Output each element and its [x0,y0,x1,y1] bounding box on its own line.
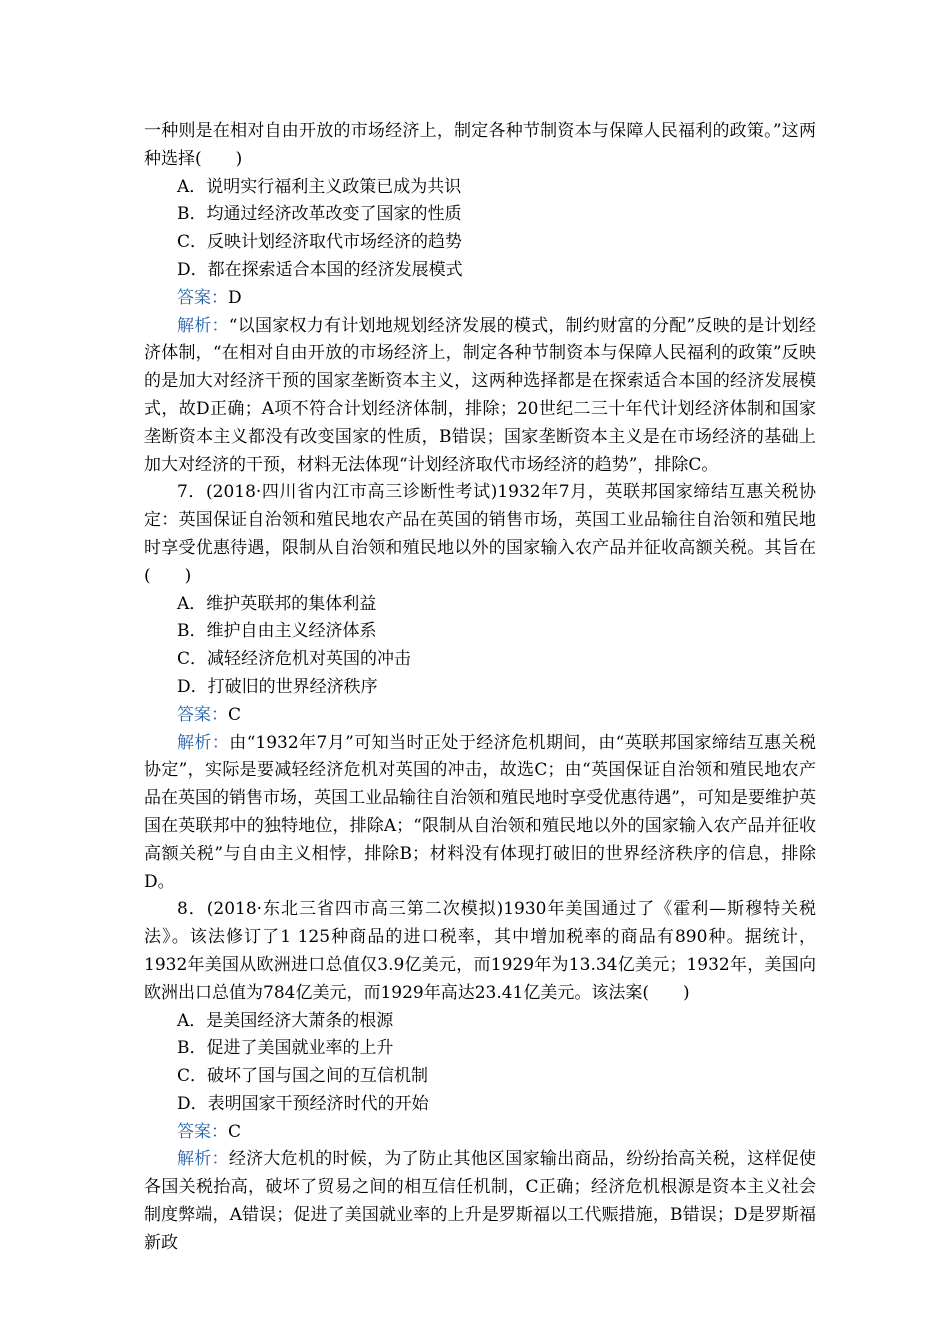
q6-answer [144,285,816,313]
answer-label: 答案： [177,704,228,725]
q7-option-a: A．维护英联邦的集体利益 [177,593,377,614]
q8-analysis [144,1146,816,1257]
q6-option-d: D．都在探索适合本国的经济发展模式 [177,259,463,280]
answer-value: D [228,287,242,308]
analysis-text: 由“1932年7月”可知当时正处于经济危机期间，由“英联邦国家缔结互惠关税协定”，实际是要减轻经济危机对英国的冲击，故选C；由“英国保证自治领和殖民地农产品在英国的销售市场，英国工业品输往自治领和殖民地时享受优惠待遇”，可知是要维护英国在英联邦中的独特地位，排除A；“限制从自治领和殖民地以外的国家输入农产品并征收高额关税”与自由主义相悖，排除B；材料没有体现打破旧的世界经济秩序的信息，排除D。 [144,732,817,892]
answer-label: 答案： [177,287,228,308]
analysis-label: 解析： [177,732,230,753]
answer-label: 答案： [177,1121,228,1142]
q6-option-b: B．均通过经济改革改变了国家的性质 [177,204,462,225]
q8-option-b: B．促进了美国就业率的上升 [177,1038,394,1059]
q7-option-d: D．打破旧的世界经济秩序 [177,676,378,697]
q8-option-c: C．破坏了国与国之间的互信机制 [177,1066,429,1087]
q7-option-c: C．减轻经济危机对英国的冲击 [177,649,412,670]
q7-stem: 7．(2018·四川省内江市高三诊断性考试)1932年7月，英联邦国家缔结互惠关税协定：英国保证自治领和殖民地农产品在英国的销售市场，英国工业品输往自治领和殖民地时享受优惠待遇，限制从自治领和殖民地以外的国家输入农产品并征收高额关税。其旨在( ) [144,482,816,586]
q6-option-c: C．反映计划经济取代市场经济的趋势 [177,232,463,253]
q8-option-d: D．表明国家干预经济时代的开始 [177,1093,429,1114]
analysis-label: 解析： [177,1149,229,1170]
analysis-text: “以国家权力有计划地规划经济发展的模式，制约财富的分配”反映的是计划经济体制，“在相对自由开放的市场经济上，制定各种节制资本与保障人民福利的政策”反映的是加大对经济干预的国家垄断资本主义，这两种选择都是在探索适合本国的经济发展模式，故D正确；A项不符合计划经济体制，排除；20世纪二三十年代计划经济体制和国家垄断资本主义都没有改变国家的性质，B错误；国家垄断资本主义是在市场经济的基础上加大对经济的干预，材料无法体现“计划经济取代市场经济的趋势”，排除C。 [144,315,816,475]
q8-option-a: A．是美国经济大萧条的根源 [177,1010,394,1031]
analysis-text: 经济大危机的时候，为了防止其他区国家输出商品，纷纷抬高关税，这样促使各国关税抬高，破坏了贸易之间的相互信任机制，C正确；经济危机根源是资本主义社会制度弊端，A错误；促进了美国就业率的上升是罗斯福以工代赈措施，B错误；D是罗斯福新政 [144,1149,817,1253]
answer-value: C [228,704,242,725]
q6-analysis [144,313,816,480]
q7-option-b: B．维护自由主义经济体系 [177,621,377,642]
q6-stem-tail: 一种则是在相对自由开放的市场经济上，制定各种节制资本与保障人民福利的政策。”这两种选择( ) [144,121,816,169]
document-page [144,118,816,1258]
q8-stem: 8．(2018·东北三省四市高三第二次模拟)1930年美国通过了《霍利—斯穆特关税法》。该法修订了1 125种商品的进口税率，其中增加税率的商品有890种。据统计，1932年美国从欧洲进口总值仅3.9亿美元，而1929年为13.34亿美元；1932年，美国向欧洲出口总值为784亿美元，而1929年高达23.41亿美元。该法案( ) [144,899,816,1003]
answer-value: C [228,1121,242,1142]
q6-option-a: A．说明实行福利主义政策已成为共识 [177,176,462,197]
q7-analysis [144,730,816,897]
q7-answer [144,702,816,730]
q8-answer [144,1119,816,1147]
analysis-label: 解析： [177,315,229,336]
